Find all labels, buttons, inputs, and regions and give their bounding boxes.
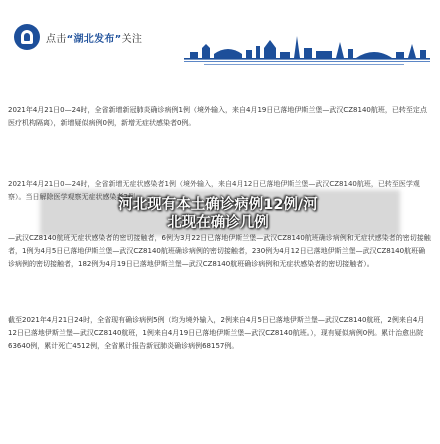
follow-suffix: 关注 xyxy=(121,34,143,45)
overlay-title-line-2: 北现在确诊几例 xyxy=(167,215,269,231)
overlay-title-line-1: 河北现有本土确诊病例12例/河 xyxy=(118,197,318,213)
article-header xyxy=(0,0,440,92)
paragraph-2: 2021年4月21日0—24时，全省新增无症状感染者1例（境外输入，来自4月12日已落地伊斯兰堡—武汉CZ8140航班，已转至医学观察）。当日解除医学观察无症状感染者2例。 xyxy=(8,180,420,201)
paragraph-4: 截至2021年4月21日24时，全省现有确诊病例5例（均为境外输入，2例来自4月5日已落地伊斯兰堡—武汉CZ8140航班，2例来自4月12日已落地伊斯兰堡—武汉CZ8140航班，1例来自4月19日已落地伊斯兰堡—武汉CZ8140航班。），现有疑似病例0例。累计治愈出院63640例，累计死亡4512例，全省累计报告新冠肺炎确诊病例68157例。 xyxy=(8,316,425,350)
paragraph-1: 2021年4月21日0—24时，全省新增新冠肺炎确诊病例1例（境外输入，来自4月19日已落地伊斯兰堡—武汉CZ8140航班，已转至定点医疗机构隔离），新增疑似病例0例，新增无症状感染者0例。 xyxy=(8,106,427,127)
logo-arch-inner-icon xyxy=(24,33,30,41)
brand-name: “湖北发布” xyxy=(66,34,122,45)
paragraph-3: —武汉CZ8140航班无症状感染者的密切接触者，6例为3月22日已落地伊斯兰堡—武汉CZ8140航班确诊病例和无症状感染者的密切接触者，1例为4月5日已落地伊斯兰堡—武汉CZ8140航班确诊病例的密切接触者，230例为4月12日已落地伊斯兰堡—武汉CZ8140航班确诊病例的密切接触者，182例为4月19日已落地伊斯兰堡—武汉CZ8140航班确诊病例和无症状感染者的密切接触者）。 xyxy=(8,234,431,268)
follow-prefix: 点击 xyxy=(46,34,67,45)
follow-prompt[interactable] xyxy=(46,30,142,45)
city-skyline-illustration xyxy=(184,28,430,68)
overlay-title xyxy=(52,196,384,232)
hubei-release-logo[interactable] xyxy=(14,24,40,50)
